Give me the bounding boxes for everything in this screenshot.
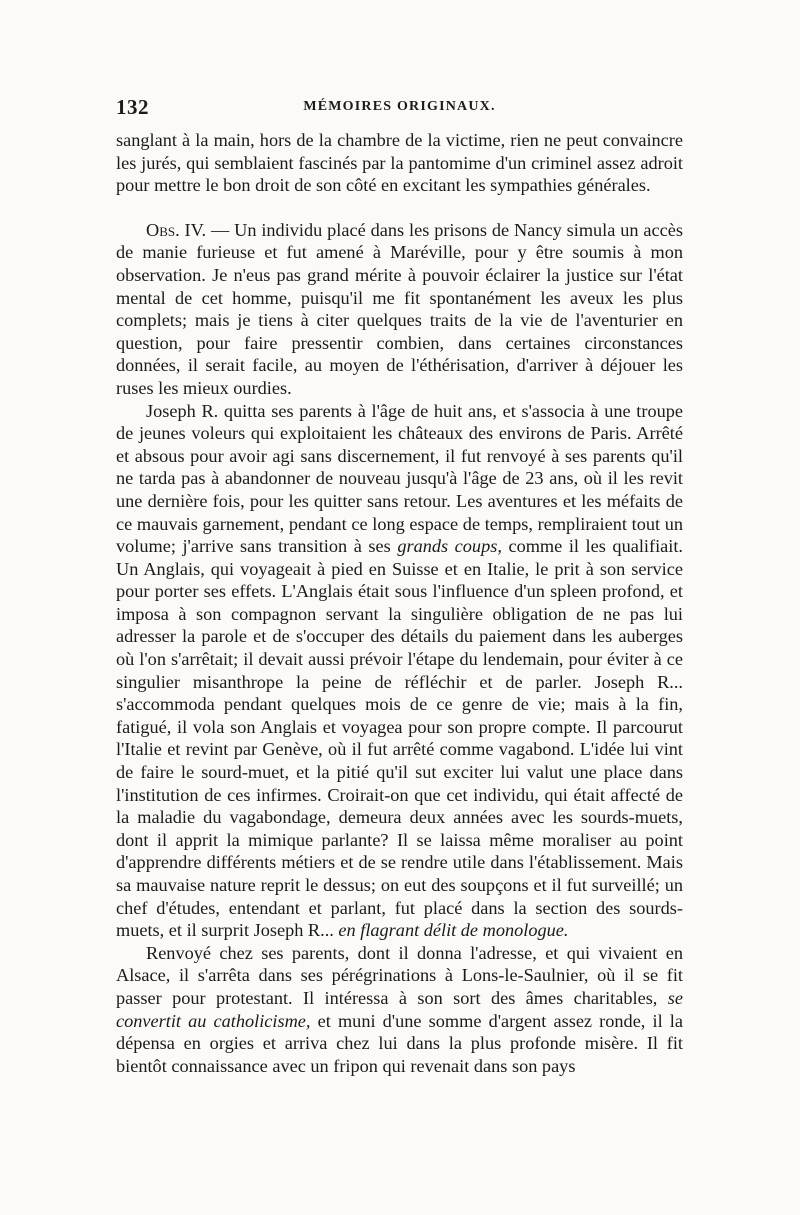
paragraph-text: comme il les qualifiait. Un Anglais, qui voyageait à pied en Suisse et en Italie, le prit à son service pour porter ses effets. L'Anglais était sous l'influence d'un spleen profond, et imposa à son compagnon servant la singulière obligation de ne pas lui adresser la parole et de s'occuper des détails du paiement dans les auberges où l'on s'arrêtait; il devait aussi prévoir l'étape du lendemain, pour éviter à ce singulier misanthrope la peine de réfléchir et de parler. Joseph R... s'accommoda pendant quelques mois de ce genre de vie; mais à la fin, fatigué, il vola son Anglais et voyagea pour son propre compte. Il parcourut l'Italie et revint par Genève, où il fut arrêté comme vagabond. L'idée lui vint de faire le sourd-muet, et la pitié qu'il sut exciter lui valut une place dans l'institution de ces infirmes. Croirait-on que cet individu, qui était affecté de la maladie du vagabondage, demeura deux années avec les sourds-muets, dont il apprit la mimique parlante? Il se laissa même moraliser au point d'apprendre différents métiers et de se rendre utile dans l'établissement. Mais sa mauvaise nature reprit le dessus; on eut des soupçons et il fut surveillé; un chef d'études, entendant et parlant, fut placé dans la section des sourds-muets, et il surprit Joseph R... [116,536,683,941]
paragraph-text: Renvoyé chez ses parents, dont il donna l'adresse, et qui vivaient en Alsace, il s'arrêta dans ses pérégrinations à Lons-le-Saulnier, où il se fit passer pour protestant. Il intéressa à son sort des âmes charitables, [116,942,683,1008]
paragraph-text: Joseph R. quitta ses parents à l'âge de huit ans, et s'associa à une troupe de jeunes voleurs qui exploitaient les châteaux des environs de Paris. Arrêté et absous pour avoir agi sans discernement, il fut renvoyé à ses parents qu'il ne tarda pas à abandonner de nouveau jusqu'à l'âge de 23 ans, où il les revit une dernière fois, pour les quitter sans retour. Les aventures et les méfaits de ce mauvais garnement, pendant ce long espace de temps, rempliraient tout un volume; j'arrive sans transition à ses [116,400,683,557]
paragraph-continuation [116,129,683,197]
italic-phrase: se convertit au catholicisme, [116,987,683,1031]
italic-phrase: en flagrant délit de monologue. [338,920,569,941]
observation-label: Obs. IV. [146,219,207,240]
paragraph-renvoye [116,942,683,1078]
paragraph-text: et muni d'une somme d'argent assez ronde, il la dépensa en orgies et arriva chez lui dans la plus profonde misère. Il fit bientôt connaissance avec un fripon qui revenait dans son pays [116,1010,683,1076]
italic-phrase: grands coups, [397,536,502,557]
paragraph-joseph [116,400,683,942]
body-text [116,129,683,1077]
paragraph-observation [116,219,683,400]
running-title: MÉMOIRES ORIGINAUX. [303,99,496,114]
paragraph-text: sanglant à la main, hors de la chambre de la victime, rien ne peut convaincre les jurés, qui semblaient fascinés par la pantomime d'un criminel assez adroit pour mettre le bon droit de son côté en excitant les sympathies générales. [116,130,683,196]
page-number: 132 [116,95,149,119]
paragraph-text: — Un individu placé dans les prisons de Nancy simula un accès de manie furieuse et fut amené à Maréville, pour y être soumis à mon observation. Je n'eus pas grand mérite à pouvoir éclairer la justice sur l'état mental de cet homme, puisqu'il me fit spontanément les aveux les plus complets; mais je tiens à citer quelques traits de la vie de l'aventurier en question, pour faire pressentir combien, dans certaines circonstances données, il serait facile, au moyen de l'éthérisation, d'arriver à déjouer les ruses les mieux ourdies. [116,219,683,398]
page-header [116,95,683,121]
